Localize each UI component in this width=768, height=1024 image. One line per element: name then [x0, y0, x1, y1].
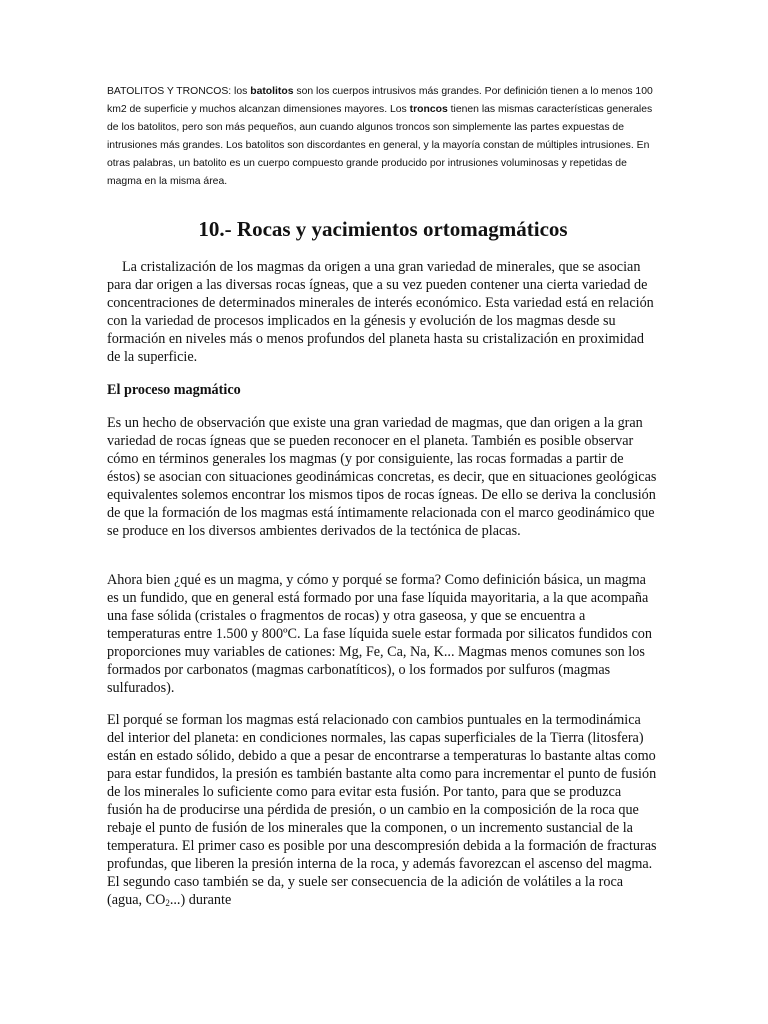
- intro-paragraph: [107, 83, 659, 191]
- section-title: 10.- Rocas y yacimientos ortomagmáticos: [198, 217, 568, 241]
- paragraph-formacion-magmas: [107, 711, 659, 909]
- intro-suffix: tienen las mismas características generales de los batolitos, pero son más pequeños, aun cuando algunos troncos son simplemente las partes expuestas de intrusiones más grandes. Los batolitos son discordantes en general, y la mayoría constan de múltiples intrusiones. En otras palabras, un batolito es un cuerpo compuesto grande producido por intrusiones voluminosas y repetidas de magma en la misma área.: [107, 104, 653, 187]
- paragraph-cristalizacion: La cristalización de los magmas da origen a una gran variedad de minerales, que se asocian para dar origen a las diversas rocas ígneas, que a su vez pueden contener una cierta variedad de concentraciones de determinados minerales de interés económico. Esta variedad está en relación con la variedad de procesos implicados en la génesis y evolución de los magmas desde su formación en niveles más o menos profundos del planeta hasta su cristalización en proximidad de la superficie.: [107, 259, 654, 365]
- co2-subscript: 2: [165, 898, 170, 908]
- intro-middle: son los cuerpos intrusivos más grandes. Por definición tienen a lo menos 100 km2 de superficie y muchos alcanzan dimensiones mayores. Los: [107, 86, 653, 115]
- paragraph-definicion-magma: Ahora bien ¿qué es un magma, y cómo y porqué se forma? Como definición básica, un magma es un fundido, que en general está formado por una fase líquida mayoritaria, a la que acompaña una fase sólida (cristales o fragmentos de rocas) y otra gaseosa, y que se encuentra a temperaturas entre 1.500 y 800ºC. La fase líquida suele estar formada por silicatos fundidos con proporciones muy variables de cationes: Mg, Fe, Ca, Na, K... Magmas menos comunes son los formados por carbonatos (magmas carbonatíticos), o los formados por sulfuros (magmas sulfurados).: [107, 572, 652, 696]
- subheading-proceso-magmatico: El proceso magmático: [107, 382, 241, 398]
- intro-bold-batolitos: batolitos: [250, 86, 294, 97]
- intro-bold-troncos: troncos: [409, 104, 448, 115]
- document-page: [107, 0, 659, 1024]
- paragraph-observacion: Es un hecho de observación que existe una gran variedad de magmas, que dan origen a la gran variedad de rocas ígneas que se pueden reconocer en el planeta. También es posible observar cómo en términos generales los magmas (y por consiguiente, las rocas formadas a partir de éstos) se asocian con situaciones geodinámicas concretas, es decir, que en situaciones geológicas equivalentes solemos encontrar los mismos tipos de rocas ígneas. De ello se deriva la conclusión de que la formación de los magmas está íntimamente relacionada con el marco geodinámico que se produce en los diversos ambientes derivados de la tectónica de placas.: [107, 415, 657, 539]
- paragraph4-text: El porqué se forman los magmas está relacionado con cambios puntuales en la termodinámica del interior del planeta: en condiciones normales, las capas superficiales de la Tierra (litosfera) están en estado sólido, debido a que a pesar de encontrarse a temperaturas lo bastante altas como para estar fundidos, la presión es también bastante alta como para incrementar el punto de fusión de los minerales lo suficiente como para evitar esta fusión. Por tanto, para que se produzca fusión ha de producirse una pérdida de presión, o un cambio en la composición de la roca que rebaje el punto de fusión de los minerales que la componen, o un incremento sustancial de la temperatura. El primer caso es posible por una descompresión debida a la formación de fracturas profundas, que liberen la presión interna de la roca, y además favorezcan el ascenso del magma. El segundo caso también se da, y suele ser consecuencia de la adición de volátiles a la roca (agua, CO: [107, 712, 657, 908]
- paragraph4-tail: ...) durante: [169, 892, 232, 908]
- intro-prefix: BATOLITOS Y TRONCOS: los: [107, 86, 251, 97]
